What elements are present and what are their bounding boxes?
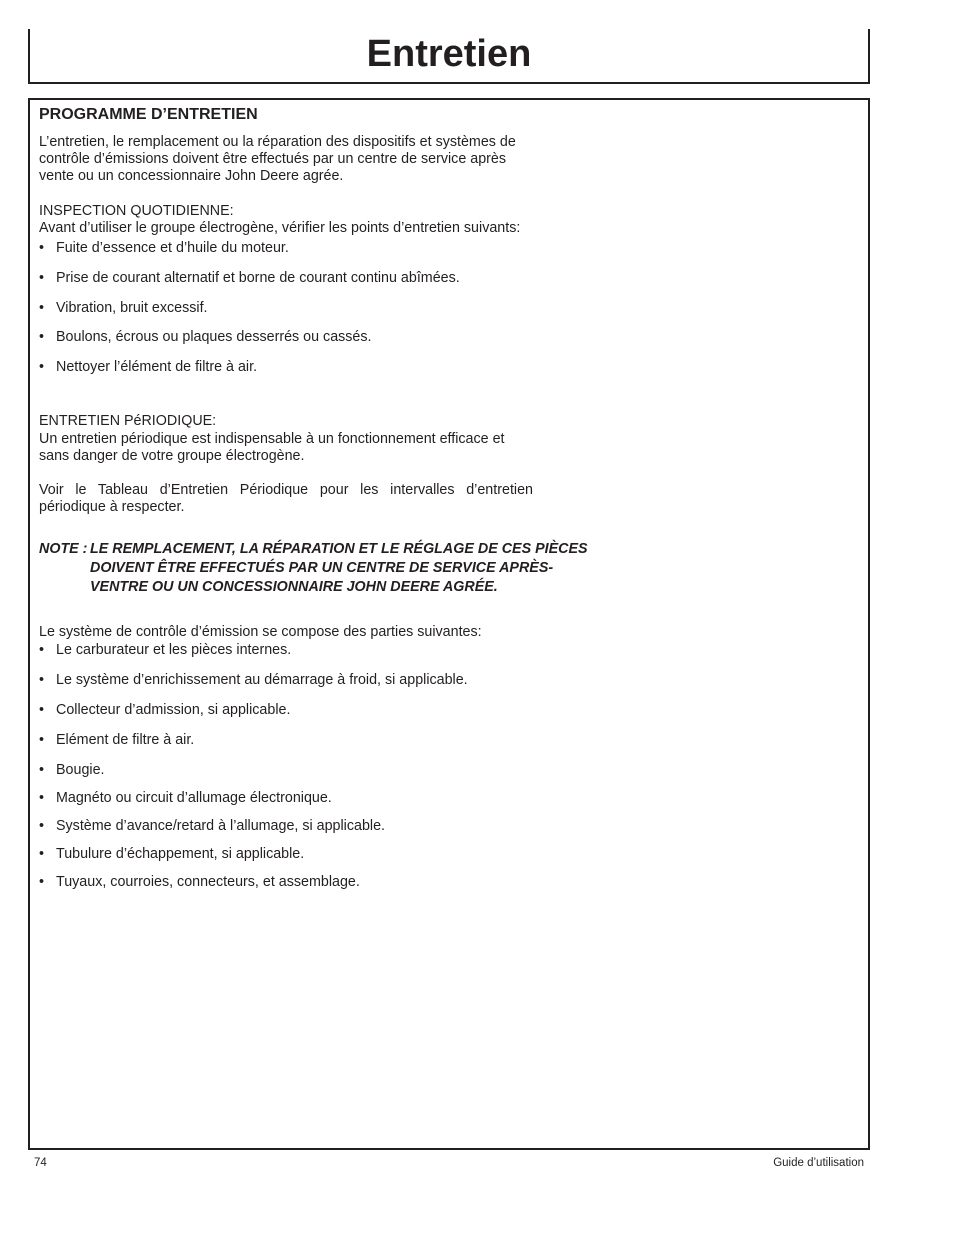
list-item: • Boulons, écrous ou plaques desserrés ou cassés. [39,329,533,346]
page-number: 74 [34,1157,47,1169]
note-block [39,540,600,597]
list-item: • Nettoyer l’élément de filtre à air. [39,359,533,376]
periodic-reference: Voir le Tableau d’Entretien Périodique pour les intervalles d’entretien périodique à respecter. [39,482,533,516]
list-item: • Prise de courant alternatif et borne de courant continu abîmées. [39,270,533,287]
emission-parts-list [39,642,533,892]
list-item: • Bougie. [39,762,533,779]
list-item: • Vibration, bruit excessif. [39,300,533,317]
list-item: • Magnéto ou circuit d’allumage électronique. [39,790,533,807]
main-content [39,105,588,903]
daily-inspection-list [39,240,533,376]
list-item: • Système d’avance/retard à l’allumage, si applicable. [39,818,533,835]
page-title: Entretien [366,33,532,75]
guide-label: Guide d’utilisation [773,1157,864,1169]
list-item: • Le système d’enrichissement au démarrage à froid, si applicable. [39,672,533,689]
list-item: • Tubulure d’échappement, si applicable. [39,846,533,863]
note-text: LE REMPLACEMENT, LA RÉPARATION ET LE RÉGLAGE DE CES PIÈCES DOIVENT ÊTRE EFFECTUÉS PAR UN CENTRE DE SERVICE APRÈS-VENTRE OU UN CONCESSIONNAIRE JOHN DEERE AGRÉE. [90,541,588,596]
list-item: • Elément de filtre à air. [39,732,533,749]
section-heading: PROGRAMME D’ENTRETIEN [39,106,258,123]
list-item: • Tuyaux, courroies, connecteurs, et assemblage. [39,874,533,891]
periodic-text: Un entretien périodique est indispensable à un fonctionnement efficace et sans danger de votre groupe électrogène. [39,430,505,464]
list-item: • Fuite d’essence et d’huile du moteur. [39,240,533,257]
daily-inspection-heading: INSPECTION QUOTIDIENNE: [39,202,234,219]
list-item: • Le carburateur et les pièces internes. [39,642,533,659]
title-box [28,29,870,84]
intro-paragraph: L’entretien, le remplacement ou la réparation des dispositifs et systèmes de contrôle d’émissions doivent être effectués par un centre de service après vente ou un concessionnaire John Deere agrée. [39,134,516,185]
note-label: NOTE : [39,541,88,558]
periodic-heading: ENTRETIEN PéRIODIQUE: [39,413,217,430]
list-item: • Collecteur d’admission, si applicable. [39,702,533,719]
daily-inspection-text: Avant d’utiliser le groupe électrogène, vérifier les points d’entretien suivants: [39,219,521,236]
emission-intro: Le système de contrôle d’émission se compose des parties suivantes: [39,624,482,641]
